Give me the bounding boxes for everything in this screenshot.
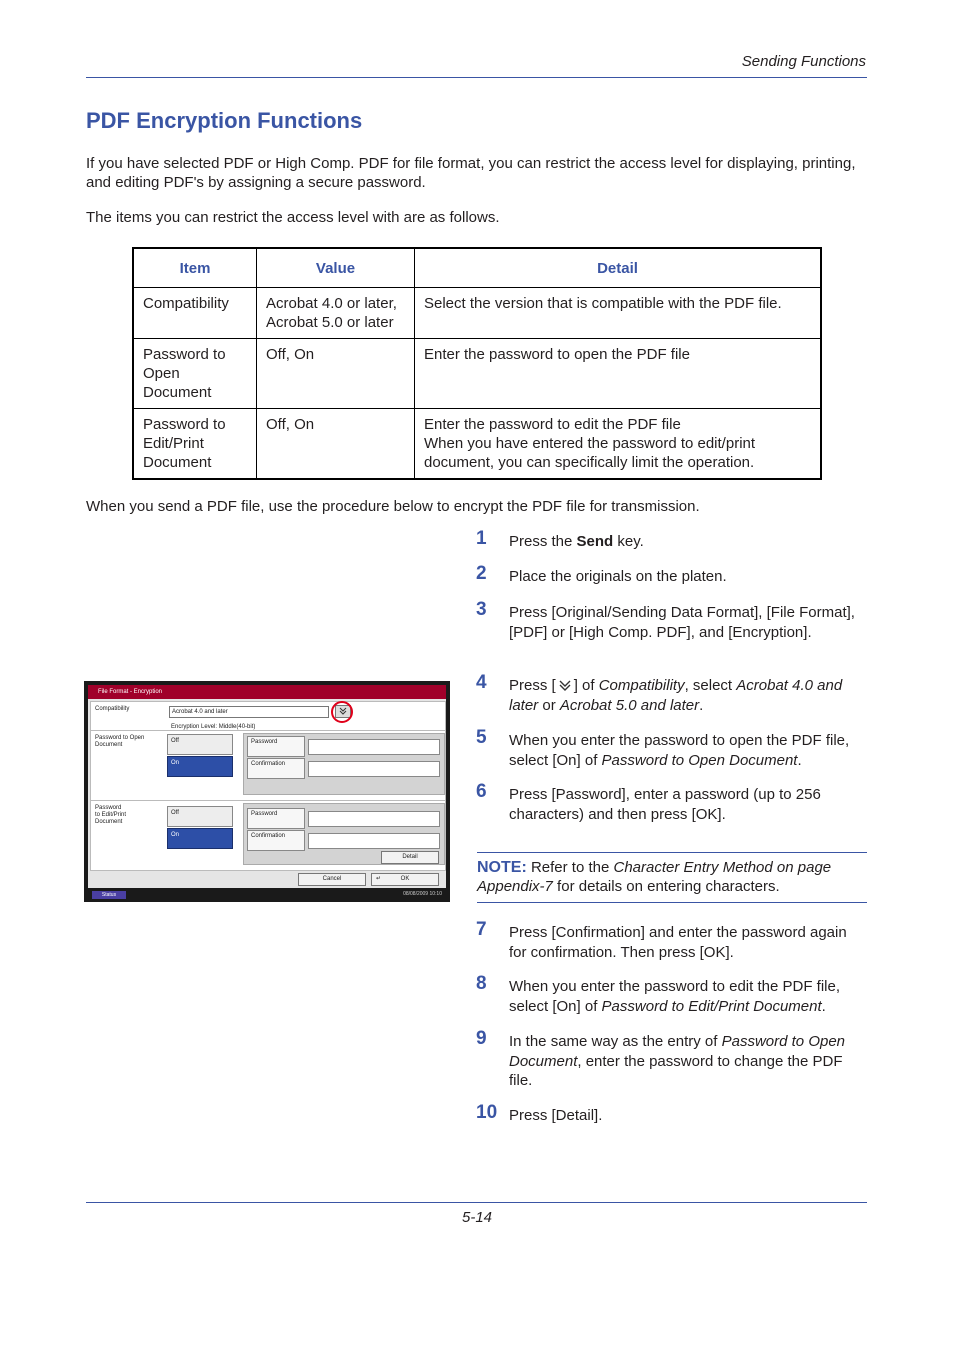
table-cell-item: Password to Edit/Print Document bbox=[133, 409, 257, 480]
highlight-ring bbox=[331, 701, 353, 723]
step-number: 1 bbox=[476, 528, 487, 549]
step-number: 4 bbox=[476, 672, 487, 693]
header-rule bbox=[86, 77, 867, 78]
chevron-down-icon bbox=[557, 677, 573, 693]
header-section-title: Sending Functions bbox=[741, 53, 866, 70]
step-number: 9 bbox=[476, 1028, 487, 1049]
edit-password-field[interactable] bbox=[308, 811, 440, 827]
page-number: 5-14 bbox=[461, 1209, 493, 1226]
step-number: 8 bbox=[476, 973, 487, 994]
status-button[interactable]: Status bbox=[92, 891, 126, 899]
edit-off-button[interactable]: Off bbox=[167, 806, 233, 827]
step-number: 3 bbox=[476, 599, 487, 620]
table-header-value: Value bbox=[257, 248, 415, 288]
table-cell-detail: Enter the password to edit the PDF file When you have entered the password to edit/print document, you can specifically limit the operation. bbox=[415, 409, 822, 480]
step-number: 10 bbox=[476, 1102, 498, 1123]
intro-paragraph-2: The items you can restrict the access level with are as follows. bbox=[86, 209, 500, 226]
date-time: 08/08/2009 10:10 bbox=[403, 891, 442, 897]
restriction-table bbox=[132, 247, 822, 480]
open-off-button[interactable]: Off bbox=[167, 734, 233, 755]
edit-confirmation-field[interactable] bbox=[308, 833, 440, 849]
table-header-row bbox=[133, 248, 821, 288]
footer-rule bbox=[86, 1202, 867, 1203]
screen-title-bar: File Format - Encryption bbox=[88, 685, 446, 699]
table-row bbox=[133, 288, 821, 339]
step-number: 7 bbox=[476, 919, 487, 940]
table-cell-item: Password to Open Document bbox=[133, 339, 257, 409]
table-cell-detail: Enter the password to open the PDF file bbox=[415, 339, 822, 409]
open-password-button[interactable]: Password bbox=[247, 736, 305, 757]
compatibility-section: Compatibility Acrobat 4.0 and later Encryption Level: Middle(40-bit) bbox=[90, 701, 446, 731]
table-header-item: Item bbox=[133, 248, 257, 288]
procedure-intro: When you send a PDF file, use the procedure below to encrypt the PDF file for transmission. bbox=[86, 498, 700, 515]
table-row bbox=[133, 339, 821, 409]
edit-confirmation-button[interactable]: Confirmation bbox=[247, 830, 305, 851]
compatibility-select[interactable]: Acrobat 4.0 and later bbox=[169, 706, 329, 718]
step-number: 2 bbox=[476, 563, 487, 584]
table-cell-value: Off, On bbox=[257, 339, 415, 409]
intro-paragraph-1: If you have selected PDF or High Comp. PDF for file format, you can restrict the access level for displaying, printing, and editing PDF's by assigning a secure password. bbox=[86, 155, 856, 191]
encryption-screen-image bbox=[84, 681, 450, 902]
table-row bbox=[133, 409, 821, 480]
open-confirmation-field[interactable] bbox=[308, 761, 440, 777]
open-confirmation-button[interactable]: Confirmation bbox=[247, 758, 305, 779]
note-box: NOTE: Refer to the Character Entry Method on page Appendix-7 for details on entering characters. bbox=[477, 852, 867, 903]
table-cell-value: Off, On bbox=[257, 409, 415, 480]
table-cell-value: Acrobat 4.0 or later, Acrobat 5.0 or later bbox=[257, 288, 415, 339]
open-password-section: Password to Open Document Off On Password Confirmation bbox=[90, 730, 446, 801]
status-bar bbox=[88, 888, 446, 900]
open-on-button[interactable]: On bbox=[167, 756, 233, 777]
ok-button[interactable]: ↵ OK bbox=[371, 873, 439, 886]
step-number: 5 bbox=[476, 727, 487, 748]
table-cell-detail: Select the version that is compatible with the PDF file. bbox=[415, 288, 822, 339]
cancel-button[interactable]: Cancel bbox=[298, 873, 366, 886]
table-cell-item: Compatibility bbox=[133, 288, 257, 339]
table-header-detail: Detail bbox=[415, 248, 822, 288]
page-title: PDF Encryption Functions bbox=[86, 108, 363, 133]
detail-button[interactable]: Detail bbox=[381, 851, 439, 864]
edit-password-section: Password to Edit/Print Document Off On Password Confirmation Detail bbox=[90, 800, 446, 871]
edit-on-button[interactable]: On bbox=[167, 828, 233, 849]
step-number: 6 bbox=[476, 781, 487, 802]
open-password-field[interactable] bbox=[308, 739, 440, 755]
edit-password-button[interactable]: Password bbox=[247, 808, 305, 829]
enter-icon: ↵ bbox=[376, 876, 382, 882]
